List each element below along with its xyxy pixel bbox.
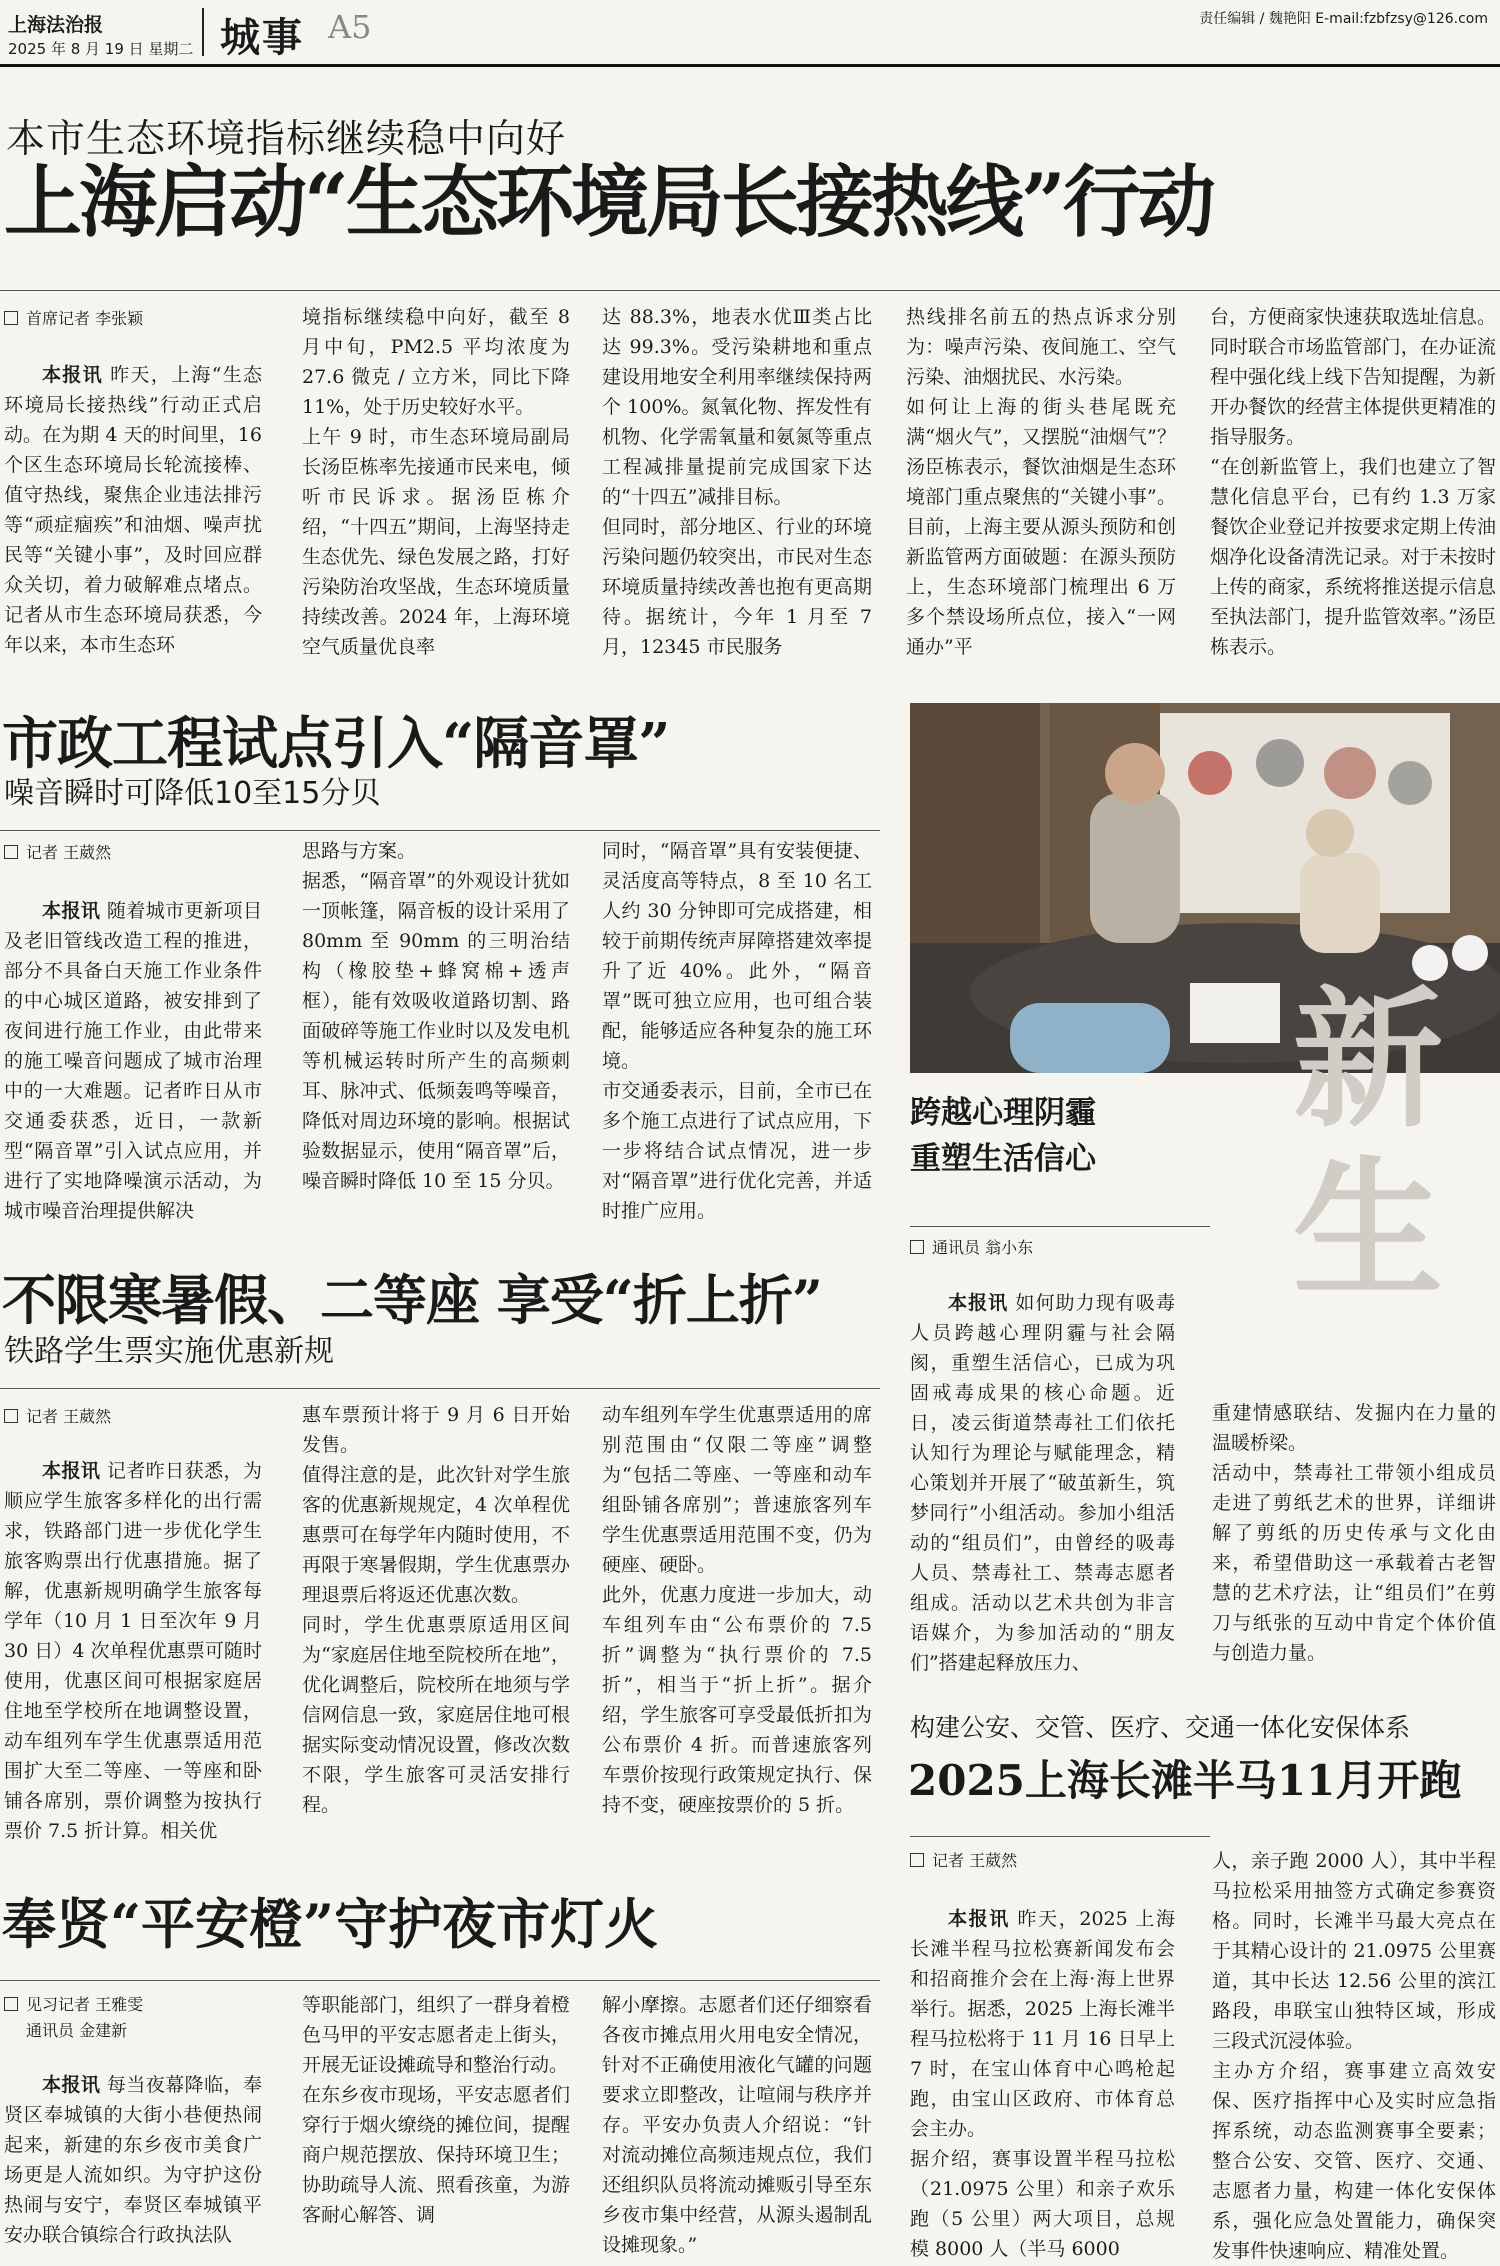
story3-headline: 不限寒暑假、二等座 享受“折上折” — [2, 1268, 822, 1332]
story5-column-1 — [910, 1288, 1175, 1674]
byline-square-icon — [910, 1240, 924, 1254]
story3-column-2: 惠车票预计将于 9 月 6 日开始发售。 值得注意的是，此次针对学生旅客的优惠新规规定，4 次单程优惠票可在每学年内随时使用，不再限于寒暑假期，学生优惠票办理退票后将返还优惠次数。 同时，学生优惠票原适用区间为“家庭居住地至院校所在地”，优化调整后，院校所在地须与学信网信息一致，家庭居住地可根据实际变动情况设置，修改次数不限，学生旅客可灵活安排行程。 — [302, 1404, 570, 1816]
story5-byline — [910, 1235, 1033, 1261]
masthead-rule — [0, 64, 1500, 67]
story4-column-2: 等职能部门，组织了一群身着橙色马甲的平安志愿者走上街头，开展无证设摊疏导和整治行动。 在东乡夜市现场，平安志愿者们穿行于烟火缭绕的摊位间，提醒商户规范摆放、保持环境卫生；协助疏导人流、照看孩童，为游客耐心解答、调 — [302, 1994, 570, 2226]
story1-byline — [4, 306, 143, 332]
story2-column-2: 思路与方案。 据悉，“隔音罩”的外观设计犹如一顶帐篷，隔音板的设计采用了 80mm 至 90mm 的三明治结构（橡胶垫+蜂窝棉+透声框），能有效吸收道路切割、路面破碎等施工作业时以及发电机等机械运转时所产生的高频刺耳、脉冲式、低频轰鸣等噪音，降低对周边环境的影响。根据试验数据显示，使用“隔音罩”后，噪音瞬时降低 10 至 15 分贝。 — [302, 840, 570, 1192]
story2-column-1 — [4, 896, 262, 1222]
story6-column-2: 人，亲子跑 2000 人），其中半程马拉松采用抽签方式确定参赛资格。同时，长滩半马最大亮点在于其精心设计的 21.0975 公里赛道，其中长达 12.56 公里的滨江路段，串联宝山独特区域，形成三段式沉浸体验。 主办方介绍，赛事建立高效安保、医疗指挥中心及实时应急指挥系统，动态监测赛事全要素；整合公安、交管、医疗、交通、志愿者力量，构建一体化安保体系，强化应急处置能力，确保突发事件快速响应、精准处置。 — [1212, 1850, 1496, 2262]
story5-column-2: 重建情感联结、发掘内在力量的温暖桥梁。 活动中，禁毒社工带领小组成员走进了剪纸艺术的世界，详细讲解了剪纸的历史传承与文化由来，希望借助这一承载着古老智慧的艺术疗法，让“组员们”在剪刀与纸张的互动中肯定个体价值与创造力量。 — [1212, 1402, 1496, 1664]
story3-byline-text: 记者 王葳然 — [26, 1407, 112, 1426]
story5-rule — [910, 1226, 1210, 1227]
story4-column-3: 解小摩擦。志愿者们还仔细察看各夜市摊点用火用电安全情况，针对不正确使用液化气罐的问题要求立即整改，让喧闹与秩序并存。平安办负责人介绍说：“针对流动摊位高频违规点位，我们还组织队员将流动摊贩引导至东乡夜市集中经营，从源头遏制乱设摊现象。” — [602, 1994, 872, 2256]
story4-col1-text: 每当夜幕降临，奉贤区奉城镇的大街小巷便热闹起来，新建的东乡夜市美食广场更是人流如织。为守护这份热闹与安宁，奉贤区奉城镇平安办联合镇综合行政执法队 — [4, 2074, 262, 2246]
story1-column-2: 境指标继续稳中向好，截至 8 月中旬，PM2.5 平均浓度为 27.6 微克 / 立方米，同比下降 11%，处于历史较好水平。 上午 9 时，市生态环境局副局长汤臣栋率先接通市民来电，倾听市民诉求。据汤臣栋介绍，“十四五”期间，上海坚持走生态优先、绿色发展之路，打好污染防治攻坚战，生态环境质量持续改善。2024 年，上海环境空气质量优良率 — [302, 306, 570, 658]
story3-subhead: 铁路学生票实施优惠新规 — [4, 1334, 334, 1369]
story4-headline: 奉贤“平安橙”守护夜市灯火 — [2, 1892, 659, 1956]
paper-name: 上海法治报 — [8, 14, 104, 36]
story5-byline-text: 通讯员 翁小东 — [932, 1238, 1034, 1257]
story4-column-1 — [4, 2070, 262, 2250]
story5-col1-text: 如何助力现有吸毒人员跨越心理阴霾与社会隔阂，重塑生活信心，已成为巩固戒毒成果的核心命题。近日，凌云街道禁毒社工们依托认知行为理论与赋能理念，精心策划并开展了“破茧新生，筑梦同行”小组活动。参加小组活动的“组员们”，由曾经的吸毒人员、禁毒社工、禁毒志愿者组成。活动以艺术共创为非言语媒介，为参加活动的“朋友们”搭建起释放压力、 — [910, 1292, 1175, 1674]
masthead — [0, 0, 1500, 62]
story4-rule — [0, 1980, 880, 1981]
story3-byline — [4, 1404, 111, 1430]
story2-headline: 市政工程试点引入“隔音罩” — [2, 711, 670, 777]
story2-column-3: 同时，“隔音罩”具有安装便捷、灵活度高等特点，8 至 10 名工人约 30 分钟即可完成搭建，相较于前期传统声屏障搭建效率提升了近 40%。此外，“隔音罩”既可独立应用，也可组合装配，能够适应各种复杂的施工环境。 市交通委表示，目前，全市已在多个施工点进行了试点应用，下一步将结合试点情况，进一步对“隔音罩”进行优化完善，并适时推广应用。 — [602, 840, 872, 1222]
byline-square-icon — [910, 1853, 924, 1867]
story1-col1-text: 昨天，上海“生态环境局长接热线”行动正式启动。在为期 4 天的时间里，16 个区生态环境局长轮流接棒、值守热线，聚焦企业违法排污等“顽症痼疾”和油烟、噪声扰民等“关键小事”，及时回应群众关切，着力破解难点堵点。记者从市生态环境局获悉，今年以来，本市生态环 — [4, 364, 262, 656]
story5-lead: 本报讯 — [948, 1292, 1009, 1314]
issue-date: 2025 年 8 月 19 日 星期二 — [8, 40, 194, 58]
story2-byline-text: 记者 王葳然 — [26, 843, 112, 862]
story3-column-1 — [4, 1456, 262, 1848]
byline-square-icon — [4, 1997, 18, 2011]
story6-lead: 本报讯 — [948, 1908, 1010, 1930]
story2-lead: 本报讯 — [42, 900, 101, 922]
story2-col1-text: 随着城市更新项目及老旧管线改造工程的推进，部分不具备白天施工作业条件的中心城区道路，被安排到了夜间进行施工作业，由此带来的施工噪音问题成了城市治理中的一大难题。记者昨日从市交通委获悉，近日，一款新型“隔音罩”引入试点应用，并进行了实地降噪演示活动，为城市噪音治理提供解决 — [4, 900, 262, 1222]
byline-square-icon — [4, 1409, 18, 1423]
story6-byline — [910, 1848, 1017, 1874]
story1-column-4: 热线排名前五的热点诉求分别为：噪声污染、夜间施工、空气污染、油烟扰民、水污染。 如何让上海的街头巷尾既充满“烟火气”，又摆脱“油烟气”？汤臣栋表示，餐饮油烟是生态环境部门重点聚焦的“关键小事”。目前，上海主要从源头预防和创新监管两方面破题：在源头预防上，生态环境部门梳理出 6 万多个禁设场所点位，接入“一网通办”平 — [906, 306, 1176, 658]
story4-byline1-text: 见习记者 王雅雯 — [26, 1995, 144, 2014]
story1-byline-text: 首席记者 李张颖 — [26, 309, 144, 328]
story1-column-3: 达 88.3%，地表水优Ⅲ类占比达 99.3%。受污染耕地和重点建设用地安全利用率继续保持两个 100%。氮氧化物、挥发性有机物、化学需氧量和氨氮等重点工程减排量提前完成国家下达的“十四五”减排目标。 但同时，部分地区、行业的环境污染问题仍较突出，市民对生态环境质量持续改善也抱有更高期待。据统计，今年 1 月至 7 月，12345 市民服务 — [602, 306, 872, 658]
story3-col1-text: 记者昨日获悉，为顺应学生旅客多样化的出行需求，铁路部门进一步优化学生旅客购票出行优惠措施。据了解，优惠新规明确学生旅客每学年（10 月 1 日至次年 9 月 30 日）4 次单程优惠票可随时使用，优惠区间可根据家庭居住地至学校所在地调整设置，动车组列车学生优惠票适用范围扩大至二等座、一等座和卧铺各席别，票价调整为按执行票价 7.5 折计算。相关优 — [4, 1460, 262, 1842]
story6-column-1 — [910, 1904, 1175, 2260]
section-name: 城事 — [220, 15, 304, 61]
story2-subhead: 噪音瞬时可降低10至15分贝 — [4, 776, 381, 811]
story2-byline — [4, 840, 111, 866]
story3-column-3: 动车组列车学生优惠票适用的席别范围由“仅限二等座”调整为“包括二等座、一等座和动车组卧铺各席别”；普速旅客列车学生优惠票适用范围不变，仍为硬座、硬卧。 此外，优惠力度进一步加大，动车组列车由“公布票价的 7.5 折”调整为“执行票价的 7.5 折”，相当于“折上折”。据介绍，学生旅客可享受最低折扣为公布票价 4 折。而普速旅客列车票价按现行政策规定执行、保持不变，硬座按票价的 5 折。 — [602, 1404, 872, 1816]
page-number: A5 — [328, 8, 372, 46]
story1-rule — [0, 290, 1500, 291]
byline-square-icon — [4, 311, 18, 325]
story1-column-5: 台，方便商家快速获取选址信息。同时联合市场监管部门，在办证流程中强化线上线下告知提醒，为新开办餐饮的经营主体提供更精准的指导服务。 “在创新监管上，我们也建立了智慧化信息平台，已有约 1.3 万家餐饮企业登记并按要求定期上传油烟净化设备清洗记录。对于未按时上传的商家，系统将推送提示信息至执法部门，提升监管效率。”汤臣栋表示。 — [1210, 306, 1496, 658]
story1-lead: 本报讯 — [42, 364, 103, 386]
story6-col1-text: 昨天，2025 上海长滩半程马拉松赛新闻发布会和招商推介会在上海·海上世界举行。据悉，2025 上海长滩半程马拉松将于 11 月 16 日早上 7 时，在宝山体育中心鸣枪起跑，由宝山区政府、市体育总会主办。 据介绍，赛事设置半程马拉松（21.0975 公里）和亲子欢乐跑（5 公里）两大项目，总规模 8000 人（半马 6000 — [910, 1908, 1175, 2260]
story5-big-chars: 新生 — [1267, 980, 1443, 1320]
editor-credit: 责任编辑 / 魏艳阳 E-mail:fzbfzsy@126.com — [1199, 11, 1488, 27]
story3-rule — [0, 1388, 880, 1389]
story6-headline: 2025上海长滩半马11月开跑 — [908, 1756, 1462, 1805]
masthead-divider — [202, 8, 204, 56]
story1-kicker: 本市生态环境指标继续稳中向好 — [6, 117, 567, 162]
story5-title: 跨越心理阴霾 重塑生活信心 — [910, 1095, 1096, 1177]
story6-kicker: 构建公安、交管、医疗、交通一体化安保体系 — [910, 1713, 1411, 1742]
byline-square-icon — [4, 845, 18, 859]
story4-byline2-text: 通讯员 金建新 — [26, 2021, 128, 2040]
story1-headline: 上海启动“生态环境局长接热线”行动 — [4, 157, 1213, 248]
story6-rule — [910, 1836, 1210, 1837]
story3-lead: 本报讯 — [42, 1460, 101, 1482]
story2-rule — [0, 830, 880, 831]
story1-column-1 — [4, 360, 262, 656]
story6-byline-text: 记者 王葳然 — [932, 1851, 1018, 1870]
story4-lead: 本报讯 — [42, 2074, 101, 2096]
story4-byline — [4, 1992, 143, 2044]
